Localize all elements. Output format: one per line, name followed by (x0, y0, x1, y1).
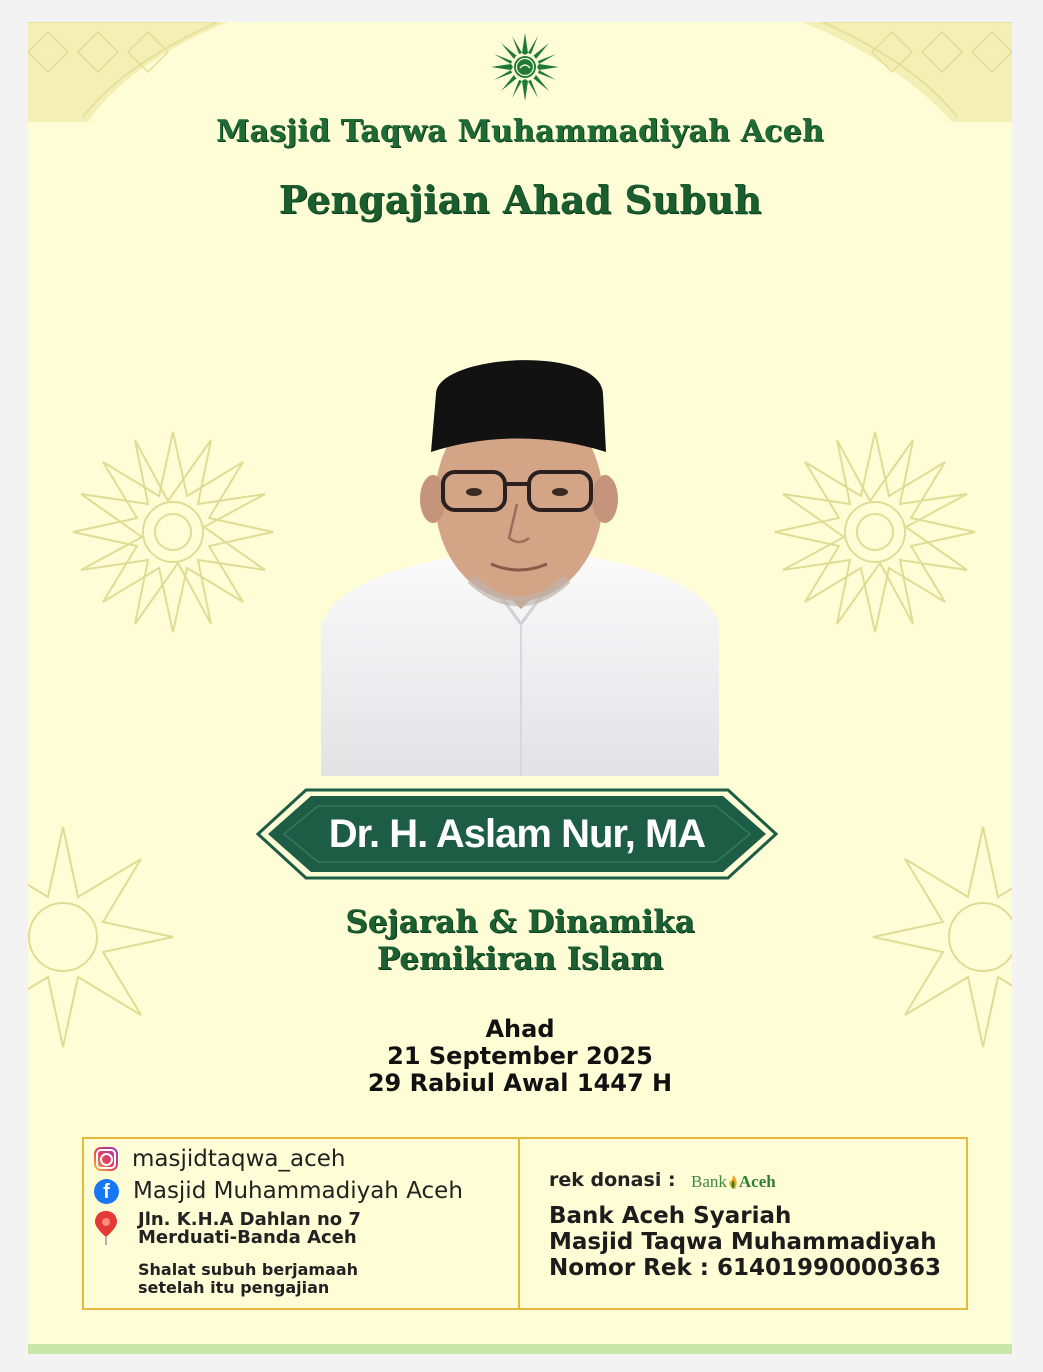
prayer-note-line-2: setelah itu pengajian (138, 1278, 330, 1297)
schedule-date: 21 September 2025 (387, 1042, 653, 1070)
corner-ornament-right (802, 22, 1012, 122)
bank-name: Bank Aceh Syariah (549, 1203, 792, 1229)
prayer-note-line-1: Shalat subuh berjamaah (138, 1260, 359, 1279)
bottom-strip (28, 1344, 1012, 1354)
instagram-handle[interactable]: masjidtaqwa_aceh (132, 1146, 346, 1172)
account-name: Masjid Taqwa Muhammadiyah (549, 1229, 937, 1255)
account-number[interactable]: Nomor Rek : 61401990000363 (549, 1255, 942, 1281)
poster (28, 22, 1012, 1344)
topic-line-1: Sejarah & Dinamika (345, 904, 695, 940)
instagram-row[interactable] (94, 1146, 345, 1172)
donation-details (549, 1203, 941, 1281)
topic-line-2: Pemikiran Islam (376, 941, 664, 977)
topic (28, 904, 1012, 978)
corner-ornament-left (28, 22, 228, 122)
location-pin-icon (94, 1210, 118, 1246)
facebook-page[interactable]: Masjid Muhammadiyah Aceh (133, 1178, 463, 1204)
muhammadiyah-sun-logo (490, 32, 560, 102)
star-ornament-left (68, 427, 278, 637)
donation-label: rek donasi : (549, 1169, 676, 1191)
bank-logo-text-1: Bank (691, 1172, 727, 1191)
instagram-icon (94, 1147, 118, 1171)
address-line-2: Merduati-Banda Aceh (138, 1227, 357, 1248)
bank-aceh-logo (691, 1172, 776, 1192)
bank-logo-text-2: Aceh (738, 1172, 776, 1191)
address (138, 1211, 361, 1247)
facebook-icon: f (94, 1179, 119, 1204)
speaker-photo (321, 324, 719, 776)
masjid-title: Masjid Taqwa Muhammadiyah Aceh (216, 114, 824, 149)
schedule-hijri-date: 29 Rabiul Awal 1447 H (367, 1069, 673, 1097)
event-title: Pengajian Ahad Subuh (278, 177, 762, 222)
prayer-note (138, 1261, 358, 1297)
facebook-row[interactable] (94, 1178, 463, 1204)
speaker-name: Dr. H. Aslam Nur, MA (328, 811, 706, 856)
schedule (28, 1016, 1012, 1097)
schedule-day: Ahad (485, 1015, 555, 1043)
info-divider (518, 1137, 520, 1310)
address-line-1: Jln. K.H.A Dahlan no 7 (138, 1209, 361, 1230)
bank-flame-icon (727, 1174, 739, 1190)
star-ornament-right (770, 427, 980, 637)
